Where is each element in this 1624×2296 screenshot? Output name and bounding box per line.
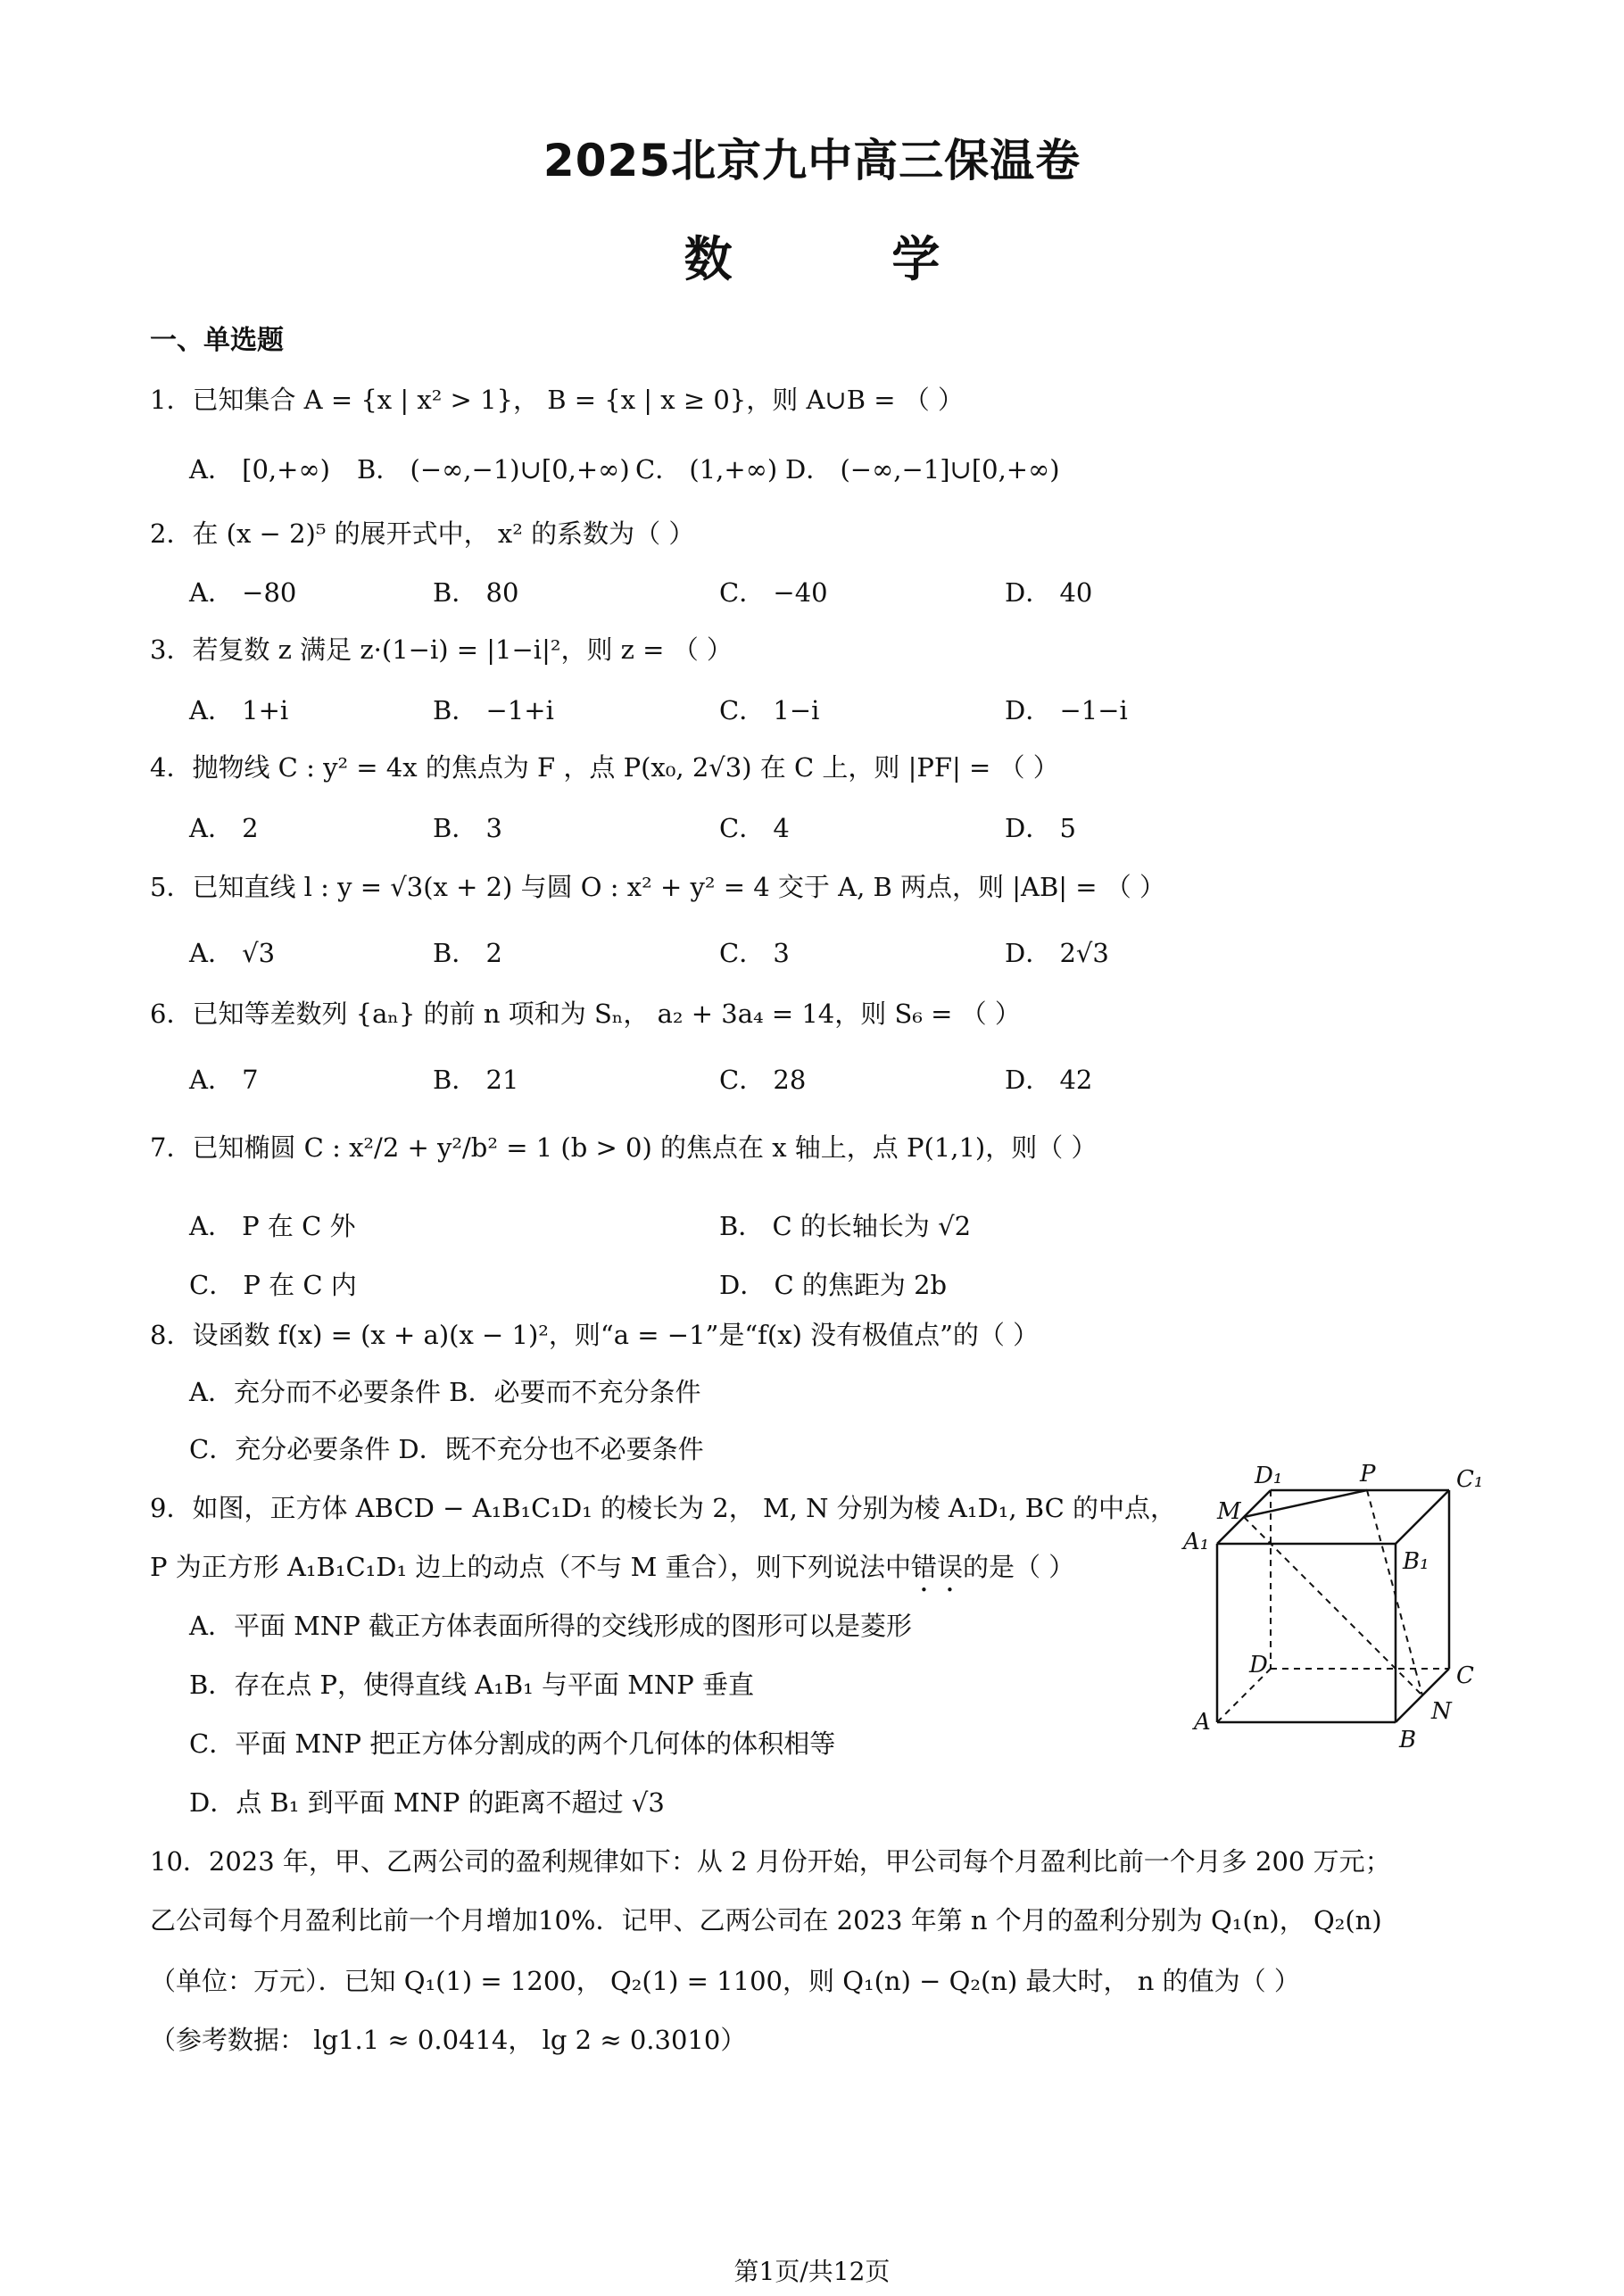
question-4-stem: 4．抛物线 C : y² = 4x 的焦点为 F ，点 P(x₀, 2√3) 在 C 上，则 |PF| = （ ） (150, 752, 1059, 783)
section-heading: 一、单选题 (150, 325, 284, 356)
question-1-option-b: B． (−∞,−1)∪[0,+∞) (357, 454, 630, 485)
label-b1: B₁ (1403, 1548, 1429, 1575)
question-2-option-a: A． −80 (189, 577, 297, 608)
label-m: M (1217, 1498, 1241, 1525)
question-10-line1: 10．2023 年，甲、乙两公司的盈利规律如下：从 2 月份开始，甲公司每个月盈利比前一个月多 200 万元； (150, 1846, 1391, 1877)
question-6-option-a: A． 7 (189, 1065, 259, 1095)
question-8-stem: 8．设函数 f(x) = (x + a)(x − 1)²，则“a = −1”是“f(x) 没有极值点”的（ ） (150, 1320, 1040, 1350)
question-9-stem-line1: 9．如图，正方体 ABCD − A₁B₁C₁D₁ 的棱长为 2， M, N 分别为棱 A₁D₁, BC 的中点， (150, 1493, 1177, 1523)
question-9-option-a: A．平面 MNP 截正方体表面所得的交线形成的图形可以是菱形 (189, 1611, 912, 1641)
question-1-stem: 1．已知集合 A = {x | x² > 1}， B = {x | x ≥ 0}，则 A∪B = （ ） (150, 385, 964, 415)
question-10-line4: （参考数据： lg1.1 ≈ 0.0414， lg 2 ≈ 0.3010） (150, 2025, 747, 2055)
question-3-option-d: D． −1−i (1005, 695, 1128, 725)
cube-figure (1178, 1463, 1517, 1758)
question-4-option-c: C． 4 (719, 813, 790, 843)
question-2-option-d: D． 40 (1005, 577, 1093, 608)
label-p: P (1360, 1463, 1376, 1488)
label-b: B (1399, 1727, 1417, 1753)
question-8-options-cd: C．充分必要条件 D．既不充分也不必要条件 (189, 1434, 704, 1464)
label-a: A (1194, 1709, 1211, 1736)
label-d1: D₁ (1255, 1463, 1283, 1489)
question-4-option-b: B． 3 (433, 813, 502, 843)
question-7-option-b: B． C 的长轴长为 √2 (719, 1211, 972, 1241)
exam-title: 2025北京九中高三保温卷 (543, 135, 1081, 186)
question-4-option-d: D． 5 (1005, 813, 1076, 843)
question-10-line3: （单位：万元）．已知 Q₁(1) = 1200， Q₂(1) = 1100，则 Q₁(n) − Q₂(n) 最大时， n 的值为（ ） (150, 1966, 1300, 1996)
question-6-option-c: C． 28 (719, 1065, 807, 1095)
question-4-option-a: A． 2 (189, 813, 259, 843)
question-7-option-a: A． P 在 C 外 (189, 1211, 356, 1241)
question-3-option-b: B． −1+i (433, 695, 554, 725)
question-2-option-b: B． 80 (433, 577, 519, 608)
question-9-option-d: D．点 B₁ 到平面 MNP 的距离不超过 √3 (189, 1787, 665, 1818)
question-8-options-ab: A．充分而不必要条件 B．必要而不充分条件 (189, 1377, 701, 1407)
question-2-stem: 2．在 (x − 2)⁵ 的展开式中， x² 的系数为（ ） (150, 518, 695, 549)
question-1-option-d: D． (−∞,−1]∪[0,+∞) (785, 454, 1060, 485)
question-7-stem: 7．已知椭圆 C : x²/2 + y²/b² = 1 (b > 0) 的焦点在 x 轴上，点 P(1,1)，则（ ） (150, 1132, 1098, 1163)
segment-mp (1244, 1490, 1367, 1517)
question-9-stem-pre: P 为正方形 A₁B₁C₁D₁ 边上的动点（不与 M 重合），则下列说法中 (150, 1552, 911, 1582)
question-6-stem: 6．已知等差数列 {aₙ} 的前 n 项和为 Sₙ， a₂ + 3a₄ = 14，则 S₆ = （ ） (150, 999, 1021, 1029)
question-2-option-c: C． −40 (719, 577, 828, 608)
label-n: N (1431, 1698, 1452, 1725)
question-5-option-d: D． 2√3 (1005, 938, 1109, 968)
question-5-option-b: B． 2 (433, 938, 502, 968)
label-d: D (1249, 1652, 1268, 1678)
question-9-stem-line2 (150, 1549, 1074, 1598)
edge-b1c1 (1396, 1490, 1449, 1544)
question-3-option-c: C． 1−i (719, 695, 820, 725)
question-3-stem: 3．若复数 z 满足 z·(1−i) = |1−i|²，则 z = （ ） (150, 634, 733, 665)
question-6-option-b: B． 21 (433, 1065, 519, 1095)
question-5-option-c: C． 3 (719, 938, 790, 968)
question-3-option-a: A． 1+i (189, 695, 289, 725)
question-5-option-a: A． √3 (189, 938, 276, 968)
question-9-stem-post: 的是（ ） (963, 1552, 1075, 1582)
question-1-option-c: C． (1,+∞) (635, 454, 778, 485)
label-c: C (1456, 1662, 1474, 1689)
label-a1: A₁ (1183, 1529, 1210, 1555)
question-1-option-a: A． [0,+∞) (189, 454, 330, 485)
question-9-option-b: B．存在点 P，使得直线 A₁B₁ 与平面 MNP 垂直 (189, 1670, 755, 1700)
subject-title: 数 学 (684, 231, 1012, 287)
question-7-option-c: C． P 在 C 内 (189, 1270, 357, 1300)
question-7-option-d: D． C 的焦距为 2b (719, 1270, 948, 1300)
page-footer: 第1页/共12页 (733, 2257, 891, 2286)
question-9-option-c: C．平面 MNP 把正方体分割成的两个几何体的体积相等 (189, 1728, 836, 1759)
question-10-line2: 乙公司每个月盈利比前一个月增加10%．记甲、乙两公司在 2023 年第 n 个月的盈利分别为 Q₁(n)， Q₂(n) (150, 1905, 1382, 1935)
question-9-emphasis: 错误 (911, 1552, 964, 1582)
question-6-option-d: D． 42 (1005, 1065, 1093, 1095)
question-5-stem: 5．已知直线 l : y = √3(x + 2) 与圆 O : x² + y² = 4 交于 A, B 两点，则 |AB| = （ ） (150, 872, 1166, 902)
label-c1: C₁ (1456, 1466, 1484, 1493)
